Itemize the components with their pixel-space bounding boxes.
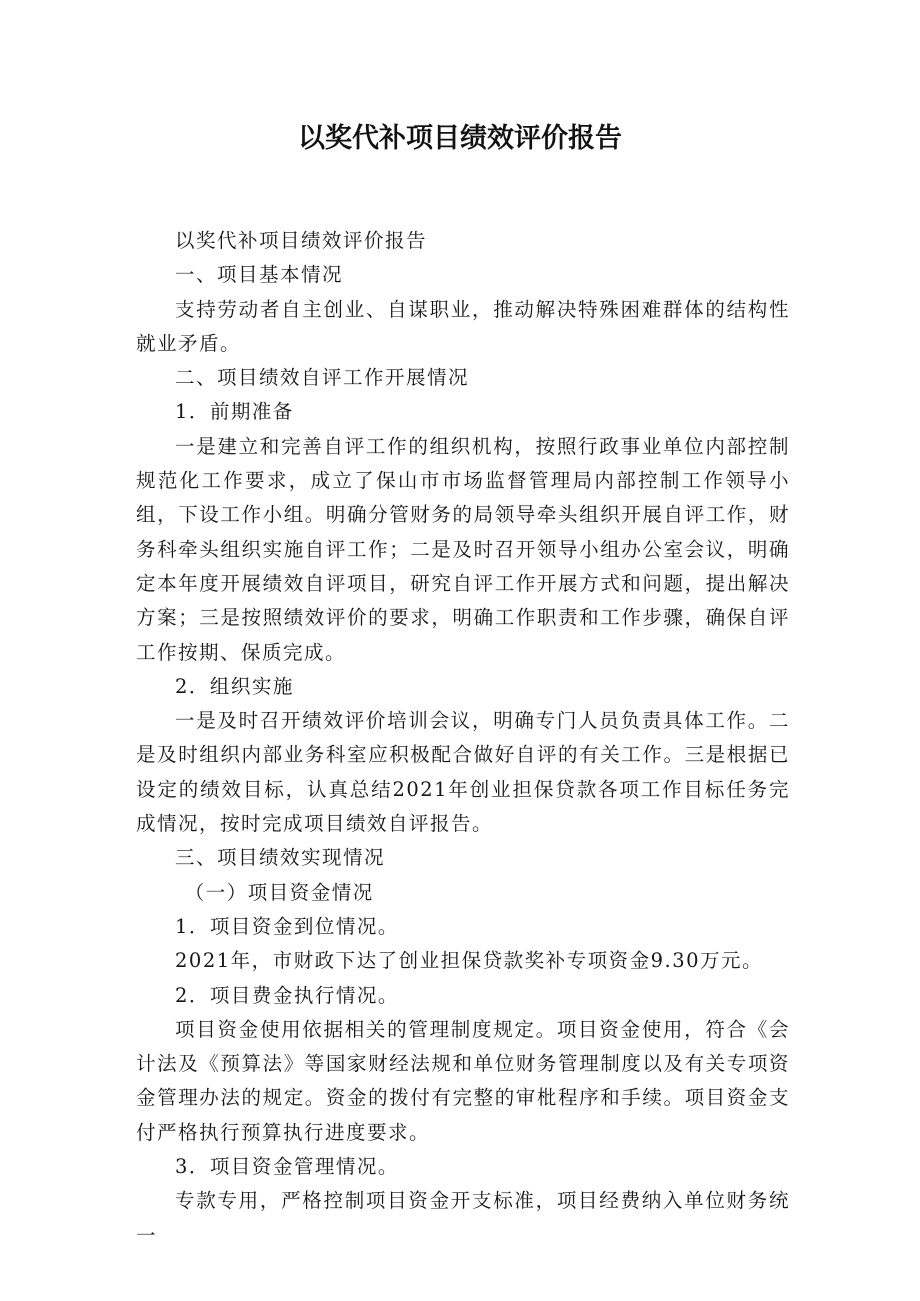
subsection-heading: （一）项目资金情况 xyxy=(184,880,374,904)
paragraph: 2021年，市财政下达了创业担保贷款奖补专项资金9.30万元。 xyxy=(175,949,764,973)
section-heading-2: 二、项目绩效自评工作开展情况 xyxy=(175,366,470,390)
paragraph: 专款专用，严格控制项目资金开支标准，项目经费纳入单位财务统一 xyxy=(136,1189,790,1247)
subheading: 1．项目资金到位情况。 xyxy=(175,914,399,938)
subheading: 1．前期准备 xyxy=(175,400,294,424)
paragraph: 支持劳动者自主创业、自谋职业，推动解决特殊困难群体的结构性就业矛盾。 xyxy=(136,297,790,355)
paragraph-heading-repeat: 以奖代补项目绩效评价报告 xyxy=(175,229,428,252)
subheading: 3．项目资金管理情况。 xyxy=(175,1155,399,1179)
subheading: 2．项目费金执行情况。 xyxy=(175,983,399,1007)
subheading: 2．组织实施 xyxy=(175,674,294,698)
paragraph: 一是建立和完善自评工作的组织机构，按照行政事业单位内部控制规范化工作要求，成立了保山市市场监督管理局内部控制工作领导小组，下设工作小组。明确分管财务的局领导牵头组织开展自评工作，财务科牵头组织实施自评工作；二是及时召开领导小组办公室会议，明确定本年度开展绩效自评项目，研究自评工作开展方式和问题，提出解决方案；三是按照绩效评价的要求，明确工作职责和工作步骤，确保自评工作按期、保质完成。 xyxy=(136,434,790,664)
paragraph: 一是及时召开绩效评价培训会议，明确专门人员负责具体工作。二是及时组织内部业务科室应积极配合做好自评的有关工作。三是根据已设定的绩效目标，认真总结2021年创业担保贷款各项工作目标任务完成情况，按时完成项目绩效自评报告。 xyxy=(136,709,790,836)
section-heading-1: 一、项目基本情况 xyxy=(175,263,344,287)
document-body xyxy=(136,224,790,1253)
section-heading-3: 三、项目绩效实现情况 xyxy=(175,846,386,870)
paragraph: 项目资金使用依据相关的管理制度规定。项目资金使用，符合《会计法及《预算法》等国家财经法规和单位财务管理制度以及有关专项资金管理办法的规定。资金的拨付有完整的审枇程序和手续。项目资金支付严格执行预算执行进度要求。 xyxy=(136,1017,790,1144)
document-title: 以奖代补项目绩效评价报告 xyxy=(298,123,622,154)
